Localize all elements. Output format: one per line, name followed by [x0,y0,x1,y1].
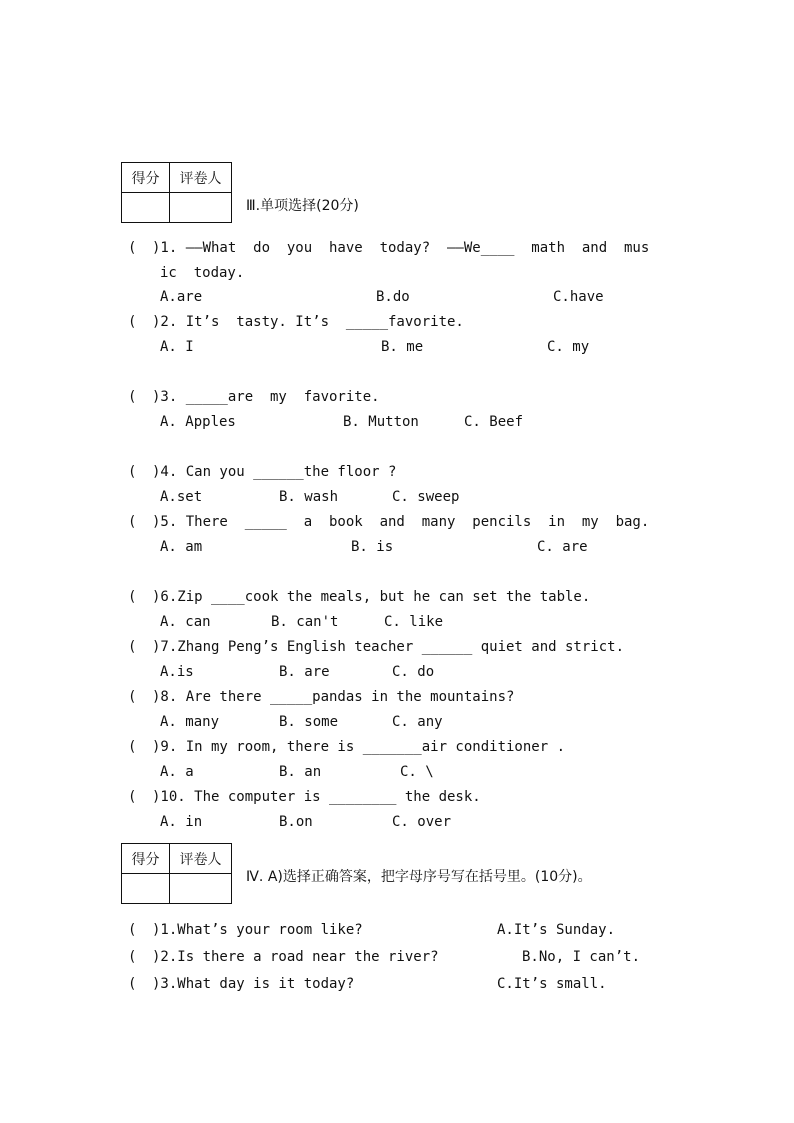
option-c: C. like [384,614,444,630]
option-c: C. any [392,714,443,730]
option-b: B.do [376,289,410,305]
option-c: C. my [547,339,590,355]
question-text: )2. It’s tasty. It’s _____favorite. [152,314,464,330]
option-b: B. are [279,664,330,680]
question-text: )6.Zip ____cook the meals, but he can set the table. [152,589,591,605]
option-a: A.is [160,664,194,680]
question-text-continued: ic today. [160,265,245,281]
option-c: C. sweep [392,489,460,505]
section-title: Ⅲ.单项选择(20分) [246,198,359,214]
option-a: A.set [160,489,203,505]
answer-paren[interactable]: ( [128,639,137,655]
option-a: A. am [160,539,203,555]
option-c: C. Beef [464,414,524,430]
score-box [121,843,232,904]
score-cell[interactable] [122,193,170,223]
option-a: A. in [160,814,203,830]
answer-paren[interactable]: ( [128,314,137,330]
option-a: A. many [160,714,220,730]
answer-paren[interactable]: ( [128,514,137,530]
option-a: A.are [160,289,203,305]
score-label: 得分 [122,163,170,193]
option-a: A. I [160,339,194,355]
grader-cell[interactable] [170,193,232,223]
match-answer: B.No, I can’t. [522,949,641,965]
score-label: 得分 [122,844,170,874]
score-cell[interactable] [122,874,170,904]
option-a: A. a [160,764,194,780]
question-text: )5. There _____ a book and many pencils in my bag. [152,514,650,530]
option-b: B. is [351,539,394,555]
question-text: )4. Can you ______the floor ? [152,464,397,480]
match-answer: C.It’s small. [497,976,607,992]
answer-paren[interactable]: ( [128,922,137,938]
answer-paren[interactable]: ( [128,589,137,605]
match-question: )3.What day is it today? [152,976,355,992]
option-c: C. are [537,539,588,555]
option-b: B.on [279,814,313,830]
match-question: )1.What’s your room like? [152,922,363,938]
grader-label: 评卷人 [170,844,232,874]
option-b: B. Mutton [343,414,419,430]
option-a: A. can [160,614,211,630]
question-text: )3. _____are my favorite. [152,389,380,405]
option-b: B. can't [271,614,339,630]
grader-cell[interactable] [170,874,232,904]
answer-paren[interactable]: ( [128,976,137,992]
section-title: Ⅳ. A)选择正确答案，把字母序号写在括号里。(10分)。 [246,869,592,885]
question-text: )8. Are there _____pandas in the mountains? [152,689,515,705]
answer-paren[interactable]: ( [128,689,137,705]
option-c: C. do [392,664,435,680]
option-c: C. over [392,814,452,830]
question-text: )10. The computer is ________ the desk. [152,789,481,805]
score-box [121,162,232,223]
match-answer: A.It’s Sunday. [497,922,616,938]
option-c: C.have [553,289,604,305]
answer-paren[interactable]: ( [128,240,137,256]
option-b: B. me [381,339,424,355]
question-text: )1. ——What do you have today? ——We____ math and mus [152,240,650,256]
question-text: )7.Zhang Peng’s English teacher ______ quiet and strict. [152,639,625,655]
answer-paren[interactable]: ( [128,389,137,405]
option-a: A. Apples [160,414,236,430]
match-question: )2.Is there a road near the river? [152,949,439,965]
question-text: )9. In my room, there is _______air conditioner . [152,739,566,755]
answer-paren[interactable]: ( [128,464,137,480]
option-b: B. wash [279,489,339,505]
option-b: B. some [279,714,339,730]
option-b: B. an [279,764,322,780]
answer-paren[interactable]: ( [128,739,137,755]
answer-paren[interactable]: ( [128,949,137,965]
answer-paren[interactable]: ( [128,789,137,805]
grader-label: 评卷人 [170,163,232,193]
option-c: C. \ [400,764,434,780]
